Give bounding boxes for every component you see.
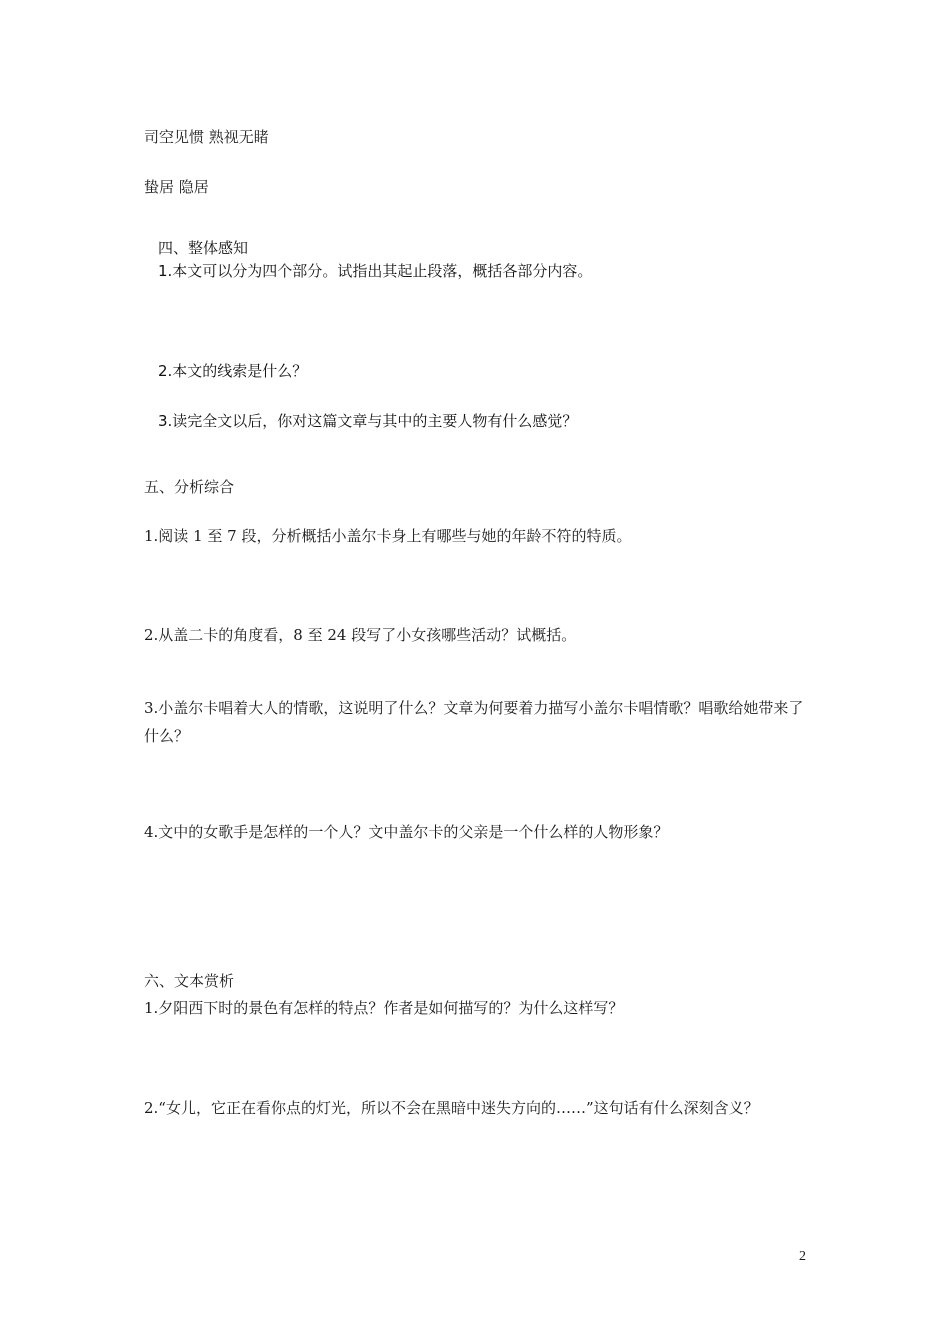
section-6-question-1: 1.夕阳西下时的景色有怎样的特点？作者是如何描写的？为什么这样写？ bbox=[144, 999, 624, 1017]
section-5-question-1: 1.阅读 1 至 7 段，分析概括小盖尔卡身上有哪些与她的年龄不符的特质。 bbox=[144, 527, 632, 545]
section-4-question-3: 3.读完全文以后，你对这篇文章与其中的主要人物有什么感觉？ bbox=[158, 412, 578, 430]
vocab-line-1: 司空见惯 熟视无睹 bbox=[144, 128, 269, 146]
section-5-question-3: 3.小盖尔卡唱着大人的情歌，这说明了什么？文章为何要着力描写小盖尔卡唱情歌？唱歌给她带来了什么？ bbox=[144, 699, 804, 745]
section-5-title: 五、分析综合 bbox=[144, 478, 235, 496]
section-6-title: 六、文本赏析 bbox=[144, 972, 235, 990]
section-5-question-4: 4.文中的女歌手是怎样的一个人？文中盖尔卡的父亲是一个什么样的人物形象？ bbox=[144, 823, 669, 841]
section-4-title: 四、整体感知 bbox=[158, 239, 249, 257]
section-4-question-2: 2.本文的线索是什么？ bbox=[158, 362, 308, 380]
page-number: 2 bbox=[799, 1249, 806, 1264]
section-6-question-2: 2.“女儿，它正在看你点的灯光，所以不会在黑暗中迷失方向的……”这句话有什么深刻含义？ bbox=[144, 1099, 759, 1117]
section-4-question-1: 1.本文可以分为四个部分。试指出其起止段落，概括各部分内容。 bbox=[158, 262, 593, 280]
section-5-question-2: 2.从盖二卡的角度看，8 至 24 段写了小女孩哪些活动？试概括。 bbox=[144, 626, 577, 644]
vocab-line-2: 蛰居 隐居 bbox=[144, 178, 209, 196]
